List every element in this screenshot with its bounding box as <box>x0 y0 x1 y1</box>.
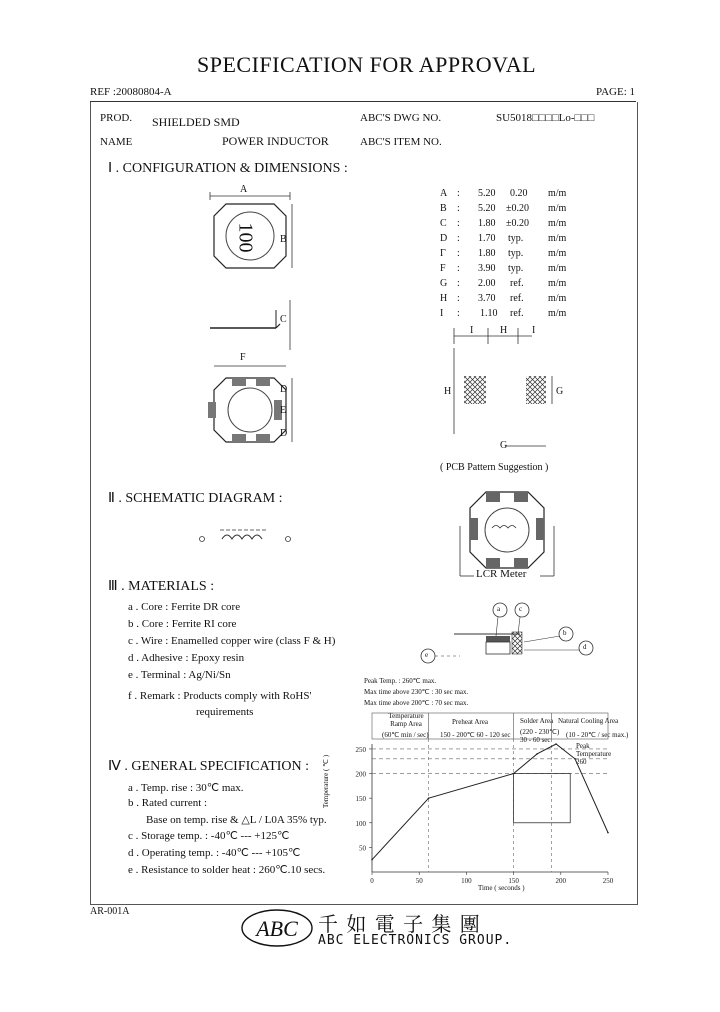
chart-point <box>607 832 609 834</box>
lcr-meter-label: LCR Meter <box>476 568 527 580</box>
form-number: AR-001A <box>90 906 130 917</box>
inductance-marking: 100 <box>234 222 257 253</box>
chart-zone-note: 150 - 200℃ 60 - 120 sec <box>440 731 511 739</box>
dim-value: 3.70 <box>478 293 496 304</box>
prod-value: SHIELDED SMD <box>152 115 240 129</box>
spec-item: c . Storage temp. : -40℃ --- +125℃ <box>128 830 290 842</box>
material-item: requirements <box>196 706 254 718</box>
material-item: b . Core : Ferrite RI core <box>128 618 237 630</box>
chart-zone-note: (220 - 230℃) 30 - 60 sec <box>520 728 560 744</box>
pcb-label-h2: H <box>444 386 452 397</box>
pcb-label-g1: G <box>556 386 564 397</box>
chart-series-line <box>372 744 608 860</box>
prod-label: PROD. <box>100 112 133 124</box>
name-label: NAME <box>100 136 133 148</box>
dim-value: 5.20 <box>478 203 496 214</box>
dim-tol: ref. <box>510 293 524 304</box>
dim-row: G <box>440 278 448 289</box>
pcb-label-h1: H <box>500 325 508 336</box>
dim-label-d1: D <box>280 384 288 395</box>
dim-unit: m/m <box>548 293 567 304</box>
chart-point <box>428 797 430 799</box>
chart-zone-label: Preheat Area <box>452 718 488 726</box>
pcb-label-i2: I <box>532 325 536 336</box>
dim-row: C <box>440 218 447 229</box>
chart-note: Peak Temp. : 260℃ max. <box>364 677 437 685</box>
abc-logo <box>240 906 314 950</box>
section-materials-title: Ⅲ . MATERIALS : <box>108 579 215 594</box>
chart-reflow-box <box>514 774 571 823</box>
dim-tol: typ. <box>508 233 524 244</box>
dim-unit: m/m <box>548 188 567 199</box>
dim-tol: ±0.20 <box>506 203 529 214</box>
spec-item: e . Resistance to solder heat : 260℃.10 secs. <box>128 864 326 876</box>
dim-tol: 0.20 <box>510 188 528 199</box>
dim-unit: m/m <box>548 233 567 244</box>
chart-zone-note: (60℃ min / sec) <box>382 731 429 739</box>
logo-text: ABC <box>256 916 298 941</box>
chart-point <box>536 753 538 755</box>
chart-x-tick-label: 200 <box>555 877 567 885</box>
dim-row: A <box>440 188 448 199</box>
dim-value: 1.10 <box>480 308 498 319</box>
chart-x-tick-label: 100 <box>461 877 472 885</box>
dim-label-b: B <box>280 234 287 245</box>
spec-item: d . Operating temp. : -40℃ --- +105℃ <box>128 847 301 859</box>
dim-value: 1.70 <box>478 233 496 244</box>
name-value: POWER INDUCTOR <box>222 134 329 148</box>
spec-item: Base on temp. rise & △L / L0A 35% typ. <box>146 814 327 826</box>
chart-point <box>574 758 576 760</box>
chart-y-tick-label: 100 <box>355 819 366 828</box>
dim-unit: m/m <box>548 263 567 274</box>
dim-row: H <box>440 293 448 304</box>
dim-row: B <box>440 203 447 214</box>
dim-value: 1.80 <box>478 248 496 259</box>
material-item: f . Remark : Products comply with RoHS' <box>128 690 312 702</box>
chart-zone-header <box>372 713 608 739</box>
dim-value: 5.20 <box>478 188 496 199</box>
ref-number: REF :20080804-A <box>90 86 172 98</box>
section-schematic-title: Ⅱ . SCHEMATIC DIAGRAM : <box>108 491 283 506</box>
callout-c: c <box>519 605 523 613</box>
chart-zone-note: (10 - 20℃ / sec max.) <box>566 731 629 739</box>
callout-a: a <box>497 605 501 613</box>
material-item: c . Wire : Enamelled copper wire (class F & H) <box>128 635 336 647</box>
material-item: a . Core : Ferrite DR core <box>128 601 241 613</box>
dim-value: 3.90 <box>478 263 496 274</box>
pcb-caption: ( PCB Pattern Suggestion ) <box>440 462 549 473</box>
dim-tol: ±0.20 <box>506 218 529 229</box>
dwg-value: SU5018□□□□Lo-□□□ <box>496 112 595 124</box>
spec-item: a . Temp. rise : 30℃ max. <box>128 782 244 794</box>
page-number: PAGE: 1 <box>596 86 636 98</box>
chart-zone-label: Solder Area <box>520 717 554 725</box>
chart-x-tick-label: 250 <box>602 877 614 885</box>
chart-y-tick-label: 150 <box>355 795 366 804</box>
dim-row: I <box>440 308 444 319</box>
dim-unit: m/m <box>548 203 567 214</box>
chart-note: Max time above 200℃ : 70 sec max. <box>364 699 469 707</box>
dim-tol: ref. <box>510 308 524 319</box>
section-general-spec-title: Ⅳ . GENERAL SPECIFICATION : <box>108 759 310 774</box>
chart-x-tick-label: 50 <box>415 877 423 885</box>
callout-b: b <box>563 629 567 637</box>
page-title: SPECIFICATION FOR APPROVAL <box>197 52 537 77</box>
company-name-chinese: 千 如 電 子 集 團 <box>318 912 481 936</box>
dim-label-f: F <box>240 352 246 363</box>
dim-label-d2: D <box>280 428 288 439</box>
chart-x-tick-label: 0 <box>370 877 374 885</box>
company-name-english: ABC ELECTRONICS GROUP. <box>318 933 513 948</box>
dim-value: 2.00 <box>478 278 496 289</box>
chart-point <box>513 773 515 775</box>
dim-tol: typ. <box>508 263 524 274</box>
pcb-label-i1: I <box>470 325 474 336</box>
pcb-label-g2: G <box>500 440 508 451</box>
callout-d: d <box>583 643 587 651</box>
chart-y-tick-label: 200 <box>355 770 366 779</box>
dim-row: F <box>440 263 446 274</box>
chart-zone-label: Natural Cooling Area <box>558 717 619 725</box>
chart-peak-label: Peak Temperature 260 <box>576 742 612 766</box>
dim-tol: typ. <box>508 248 524 259</box>
section-configuration-title: Ⅰ . CONFIGURATION & DIMENSIONS : <box>108 161 348 176</box>
chart-y-tick-label: 50 <box>359 844 366 853</box>
chart-y-tick-label: 250 <box>355 745 366 754</box>
dim-value: 1.80 <box>478 218 496 229</box>
chart-point <box>555 743 557 745</box>
item-label: ABC'S ITEM NO. <box>360 136 442 148</box>
spec-item: b . Rated current : <box>128 797 208 809</box>
material-item: d . Adhesive : Epoxy resin <box>128 652 245 664</box>
dim-label-c: C <box>280 314 287 325</box>
dim-unit: m/m <box>548 278 567 289</box>
callout-e: e <box>425 651 429 659</box>
dim-unit: m/m <box>548 308 567 319</box>
chart-zone-label: Temperature Ramp Area <box>388 712 424 728</box>
material-item: e . Terminal : Ag/Ni/Sn <box>128 669 231 681</box>
dimension-table: A : 5.20 0.20 m/m B : 5.20 ±0.20 m/m C : 1.80 ±0.20 m/m D : 1.70 typ. m/m Γ : 1.80 typ. m/m F : 3.90 typ. m/m G : 2.00 ref. m/m H : 3.70 ref. m/m I : 1.10 ref. m/m <box>440 188 567 319</box>
dim-label-a: A <box>240 184 248 195</box>
chart-x-tick-label: 150 <box>508 877 519 885</box>
chart-x-label: Time ( seconds ) <box>478 884 525 892</box>
dim-label-e: E <box>280 405 287 416</box>
dim-unit: m/m <box>548 218 567 229</box>
chart-y-label: Temperature ( ℃ ) <box>322 754 330 808</box>
dim-row: Γ <box>440 248 446 259</box>
dim-tol: ref. <box>510 278 524 289</box>
dwg-label: ABC'S DWG NO. <box>360 112 442 124</box>
chart-point <box>371 859 373 861</box>
dim-row: D <box>440 233 448 244</box>
dim-unit: m/m <box>548 248 567 259</box>
chart-note: Max time above 230℃ : 30 sec max. <box>364 688 469 696</box>
